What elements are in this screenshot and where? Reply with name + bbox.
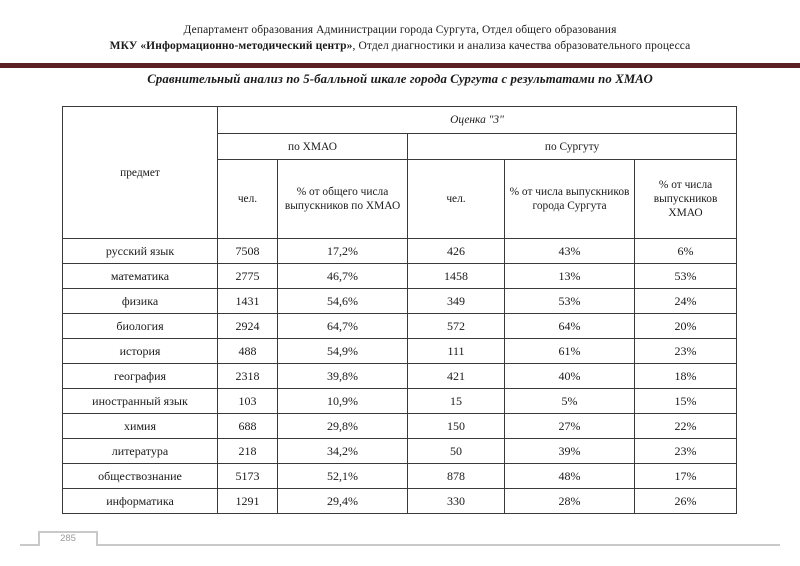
header-line-2-dept: , Отдел диагностики и анализа качества образовательного процесса (352, 40, 691, 52)
hmao-pct-cell: 29,8% (278, 414, 408, 439)
hmao-share-cell: 23% (635, 339, 737, 364)
subject-cell: литература (63, 439, 218, 464)
table-row (63, 264, 737, 289)
hmao-count-cell: 488 (218, 339, 278, 364)
hmao-count-cell: 1291 (218, 489, 278, 514)
column-header-hmao-count: чел. (218, 160, 278, 239)
surgut-pct-cell: 53% (505, 289, 635, 314)
comparison-table-container (62, 106, 736, 514)
surgut-count-cell: 349 (408, 289, 505, 314)
surgut-count-cell: 878 (408, 464, 505, 489)
surgut-pct-cell: 61% (505, 339, 635, 364)
table-row (63, 464, 737, 489)
surgut-count-cell: 111 (408, 339, 505, 364)
table-row (63, 439, 737, 464)
subject-cell: иностранный язык (63, 389, 218, 414)
surgut-pct-cell: 27% (505, 414, 635, 439)
hmao-share-cell: 18% (635, 364, 737, 389)
hmao-pct-cell: 52,1% (278, 464, 408, 489)
hmao-share-cell: 22% (635, 414, 737, 439)
subject-cell: история (63, 339, 218, 364)
surgut-count-cell: 421 (408, 364, 505, 389)
page-title: Сравнительный анализ по 5-балльной шкале города Сургута с результатами по ХМАО (147, 72, 653, 86)
table-body (63, 239, 737, 514)
table-row (63, 339, 737, 364)
table-row (63, 364, 737, 389)
subject-cell: география (63, 364, 218, 389)
hmao-pct-cell: 17,2% (278, 239, 408, 264)
subject-cell: русский язык (63, 239, 218, 264)
surgut-count-cell: 572 (408, 314, 505, 339)
hmao-count-cell: 2318 (218, 364, 278, 389)
column-header-hmao-share: % от числа выпускников ХМАО (635, 160, 737, 239)
table-row (63, 314, 737, 339)
column-header-region-surgut: по Сургуту (408, 134, 737, 160)
surgut-pct-cell: 39% (505, 439, 635, 464)
hmao-count-cell: 688 (218, 414, 278, 439)
surgut-count-cell: 426 (408, 239, 505, 264)
surgut-count-cell: 50 (408, 439, 505, 464)
hmao-share-cell: 15% (635, 389, 737, 414)
header-line-2-org: МКУ «Информационно-методический центр» (109, 40, 353, 52)
hmao-count-cell: 103 (218, 389, 278, 414)
column-header-grade: Оценка "3" (218, 107, 737, 134)
surgut-pct-cell: 64% (505, 314, 635, 339)
hmao-share-cell: 6% (635, 239, 737, 264)
surgut-count-cell: 150 (408, 414, 505, 439)
hmao-pct-cell: 10,9% (278, 389, 408, 414)
hmao-count-cell: 2775 (218, 264, 278, 289)
table-row (63, 289, 737, 314)
hmao-share-cell: 53% (635, 264, 737, 289)
hmao-count-cell: 7508 (218, 239, 278, 264)
table-row (63, 239, 737, 264)
subject-cell: информатика (63, 489, 218, 514)
table-row (63, 414, 737, 439)
hmao-count-cell: 1431 (218, 289, 278, 314)
column-header-surgut-count: чел. (408, 160, 505, 239)
hmao-count-cell: 2924 (218, 314, 278, 339)
table-row (63, 389, 737, 414)
column-header-hmao-pct: % от общего числа выпускников по ХМАО (278, 160, 408, 239)
surgut-count-cell: 1458 (408, 264, 505, 289)
hmao-share-cell: 23% (635, 439, 737, 464)
comparison-table (62, 106, 737, 514)
hmao-pct-cell: 34,2% (278, 439, 408, 464)
subject-cell: химия (63, 414, 218, 439)
page-footer (0, 531, 800, 561)
hmao-share-cell: 17% (635, 464, 737, 489)
hmao-count-cell: 218 (218, 439, 278, 464)
hmao-share-cell: 26% (635, 489, 737, 514)
hmao-count-cell: 5173 (218, 464, 278, 489)
surgut-pct-cell: 28% (505, 489, 635, 514)
hmao-pct-cell: 39,8% (278, 364, 408, 389)
header-line-1: Департамент образования Администрации города Сургута, Отдел общего образования (183, 24, 617, 36)
hmao-pct-cell: 29,4% (278, 489, 408, 514)
surgut-pct-cell: 48% (505, 464, 635, 489)
footer-divider-rule (20, 544, 780, 546)
table-header (63, 107, 737, 239)
header-divider-rule (0, 63, 800, 68)
header-line-2 (0, 38, 800, 54)
hmao-pct-cell: 64,7% (278, 314, 408, 339)
subject-cell: обществознание (63, 464, 218, 489)
page-number: 285 (60, 533, 76, 544)
table-header-row-grade (63, 107, 737, 134)
surgut-pct-cell: 40% (505, 364, 635, 389)
surgut-count-cell: 15 (408, 389, 505, 414)
hmao-share-cell: 24% (635, 289, 737, 314)
table-row (63, 489, 737, 514)
surgut-pct-cell: 5% (505, 389, 635, 414)
surgut-count-cell: 330 (408, 489, 505, 514)
column-header-region-hmao: по ХМАО (218, 134, 408, 160)
hmao-pct-cell: 46,7% (278, 264, 408, 289)
hmao-pct-cell: 54,9% (278, 339, 408, 364)
column-header-surgut-pct: % от числа выпускников города Сургута (505, 160, 635, 239)
hmao-pct-cell: 54,6% (278, 289, 408, 314)
subject-cell: физика (63, 289, 218, 314)
column-header-subject: предмет (63, 107, 218, 239)
subject-cell: математика (63, 264, 218, 289)
surgut-pct-cell: 13% (505, 264, 635, 289)
hmao-share-cell: 20% (635, 314, 737, 339)
surgut-pct-cell: 43% (505, 239, 635, 264)
subject-cell: биология (63, 314, 218, 339)
page-header (0, 0, 800, 54)
